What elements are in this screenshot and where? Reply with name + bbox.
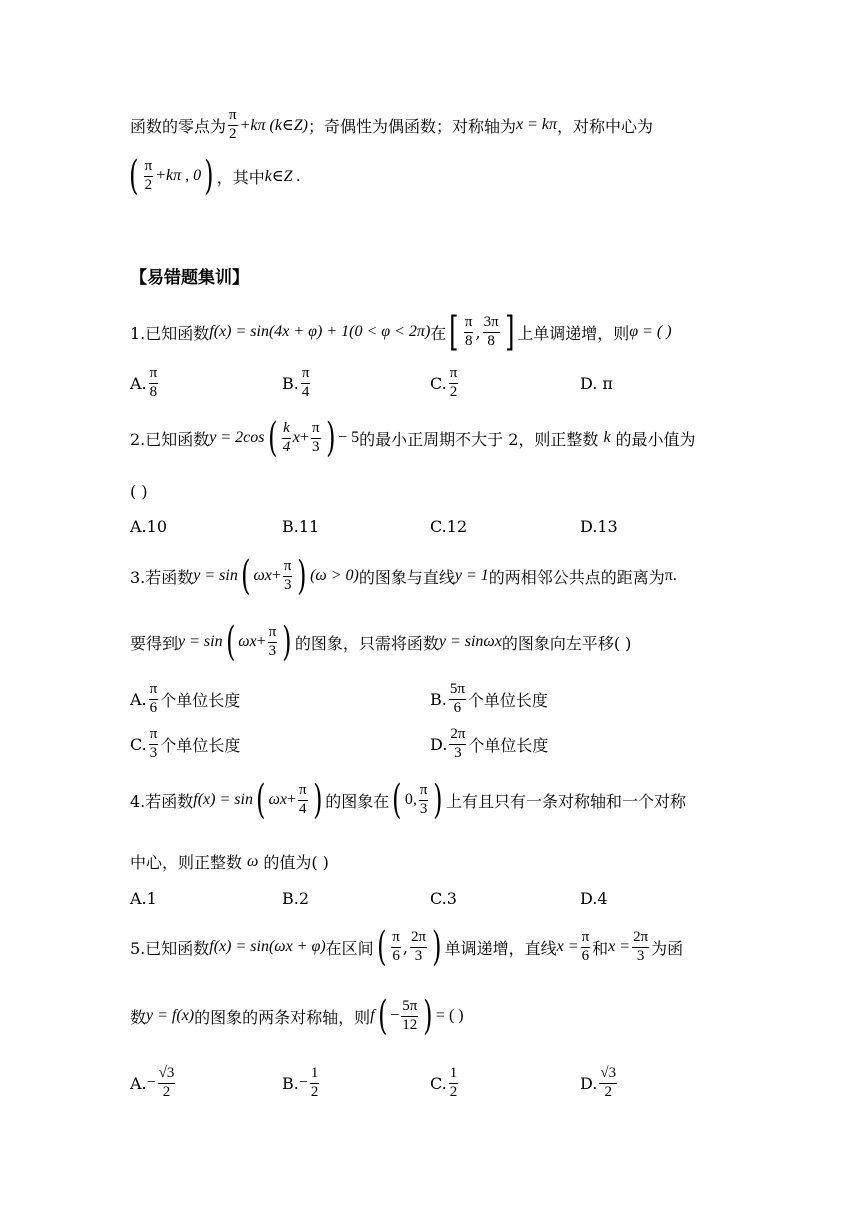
q1-stem: 在 (430, 323, 447, 343)
left-paren: ( (376, 924, 387, 970)
option-unit: 个单位长度 (160, 690, 241, 710)
intro-text: ；奇偶性为偶函数；对称轴为 (308, 116, 517, 136)
right-paren: ) (297, 553, 307, 599)
left-paren: ( (377, 993, 388, 1039)
q5-f: f (370, 1007, 375, 1024)
plus-sign: + (299, 429, 309, 446)
q5-paren: = ( ) (435, 1007, 464, 1024)
left-paren: ( (129, 153, 139, 199)
q1-stem: 1.已知函数 (130, 323, 210, 343)
q3-stem: 的两相邻公共点的距离为 (488, 567, 665, 587)
fraction: $\frac{\pi}{2}$ (144, 157, 153, 193)
minus-sign: − (298, 1074, 308, 1092)
q2-function: y = 2cos (209, 429, 265, 446)
q5-option-d (580, 1066, 619, 1101)
left-paren: ( (392, 777, 402, 823)
q3-function-2: y = sinωx (438, 633, 502, 650)
right-paren: ) (423, 993, 433, 1039)
q5-stem: 数 (130, 1007, 147, 1027)
q2-option-b (282, 517, 319, 536)
q5-x-eq: x = (556, 938, 579, 955)
q2-stem: 2.已知函数 (130, 429, 210, 449)
fraction: $\frac{\pi}{6}$ (392, 928, 400, 964)
q1-option-c (430, 366, 460, 401)
fraction: $\frac{\pi}{3}$ (311, 419, 320, 455)
q1-stem: 上单调递增，则 (517, 323, 630, 343)
q2-option-d (580, 517, 618, 536)
q2-k: k (603, 429, 611, 446)
right-paren: ) (432, 924, 442, 970)
option-label: C. (130, 734, 147, 754)
q2-option-c (430, 517, 467, 536)
question-1: 1.已知函数 f(x) = sin(4x + φ) + 1(0 < φ < 2π) 在 [ $\frac{\pi}{8}$ , $\frac{3\pi}{8}$ ] 上单调递增，则 φ = ( ) (130, 309, 672, 355)
fraction: $\frac{2\pi}{3}$ (410, 928, 427, 964)
option-label: A. (130, 1073, 147, 1093)
fraction: $\frac{\pi}{3}$ (268, 623, 277, 659)
center-expression: +kπ , 0 (155, 167, 202, 184)
q2-paren: ( ) (130, 482, 148, 501)
option-label: B. (282, 373, 299, 393)
fraction: $\frac{5\pi}{6}$ (449, 681, 465, 716)
option-label: A.10 (130, 517, 167, 536)
axis-expression: x = kπ (516, 116, 558, 134)
q5-stem: 和 (592, 938, 609, 958)
q4-stem: 上有且只有一条对称轴和一个对称 (446, 791, 687, 811)
q3-option-d (430, 727, 548, 762)
q4-stem: 的值为( ) (263, 853, 329, 872)
q4-option-a (130, 889, 157, 908)
q4-function: f(x) = sin (193, 791, 253, 808)
q5-stem: 为函 (651, 938, 684, 958)
q3-arg: ωx (238, 633, 257, 650)
q5-option-b (282, 1066, 321, 1101)
option-unit: 个单位长度 (468, 735, 549, 755)
q3-option-b (430, 682, 548, 717)
intro-text: ，对称中心为 (557, 116, 654, 136)
option-label: B. (430, 689, 447, 709)
option-label: D. π (580, 374, 613, 393)
q4-option-c (430, 889, 457, 908)
option-label: B.2 (282, 889, 310, 908)
fraction: $\frac{\pi}{2}$ (449, 365, 458, 400)
q2-option-a (130, 517, 167, 536)
left-paren: ( (225, 619, 236, 665)
intro-text: 函数的零点为 (130, 116, 227, 136)
fraction: $\frac{\pi}{4}$ (299, 781, 307, 817)
q4-stem: 中心，则正整数 (130, 853, 243, 872)
q3-option-c (130, 727, 240, 762)
q5-stem: 单调递增，直线 (444, 938, 557, 958)
fraction: $\frac{\pi}{2}$ (229, 107, 237, 142)
fraction: $\frac{k}{4}$ (282, 419, 291, 455)
option-unit: 个单位长度 (467, 690, 548, 710)
q1-option-a (130, 366, 160, 401)
option-label: D. (580, 1073, 598, 1093)
fraction: $\frac{5\pi}{12}$ (402, 997, 418, 1033)
left-bracket: [ (449, 309, 459, 355)
option-label: A.1 (130, 889, 157, 908)
option-label: C.3 (430, 889, 457, 908)
q2-stem: 的最小值为 (615, 429, 696, 449)
q3-stem: 要得到 (130, 633, 179, 653)
question-5: 5.已知函数 f(x) = sin(ωx + φ) 在区间 ( $\frac{\pi}{6}$ , $\frac{2\pi}{3}$ ) 单调递增，直线 x = $\frac{\pi}{6}$ 和 x = $\frac{2\pi}{3}$ 为函 (130, 924, 684, 970)
q3-pi: π. (664, 567, 677, 584)
fraction: $\frac{√3}{2}$ (158, 1065, 175, 1100)
q2-variable: x (292, 429, 300, 446)
q1-option-b (282, 366, 312, 401)
left-paren: ( (267, 415, 278, 461)
q3-condition: (ω > 0) (310, 567, 359, 584)
plus-sign: + (286, 791, 296, 808)
q4-stem: 的图象在 (325, 791, 390, 811)
q5-function: f(x) = sin(ωx + φ) (209, 938, 326, 955)
fraction: $\frac{\pi}{6}$ (149, 681, 158, 716)
q3-stem: 的图象，只需将函数 (294, 633, 439, 653)
q2-paren-line (130, 482, 148, 501)
fraction: $\frac{2\pi}{3}$ (633, 928, 649, 964)
q3-function: y = sin (193, 567, 238, 584)
fraction: $\frac{1}{2}$ (310, 1065, 319, 1100)
option-label: C.12 (430, 517, 468, 536)
q3-line: y = 1 (454, 567, 489, 584)
q2-stem: 的最小正周期不大于 2，则正整数 (359, 429, 599, 449)
q3-arg: ωx (253, 567, 272, 584)
q2-function-tail: − 5 (338, 429, 360, 446)
right-paren: ) (325, 415, 336, 461)
q3-stem: 的图象与直线 (358, 567, 455, 587)
right-paren: ) (282, 619, 292, 665)
zero-expression: +kπ (k∈Z) (239, 117, 309, 135)
k-in-z: k∈Z . (264, 168, 301, 185)
right-bracket: ] (504, 309, 515, 355)
q5-yfx: y = f(x) (146, 1007, 195, 1024)
q5-stem: 的图象的两条对称轴，则 (194, 1007, 371, 1027)
q4-option-b (282, 889, 309, 908)
fraction: $\frac{\pi}{8}$ (464, 313, 473, 349)
q5-option-a (130, 1066, 177, 1101)
option-unit: 个单位长度 (160, 735, 241, 755)
question-4-cont (130, 850, 329, 873)
option-label: D. (430, 734, 448, 754)
q4-stem: 4.若函数 (130, 791, 194, 811)
option-label: A. (130, 689, 147, 709)
right-paren: ) (433, 777, 443, 823)
option-label: B. (282, 1073, 299, 1093)
intro-text: ，其中 (216, 167, 265, 187)
q3-stem: 的图象向左平移( ) (501, 633, 632, 653)
q5-option-c (430, 1066, 460, 1101)
right-paren: ) (312, 777, 323, 823)
q3-stem: 3.若函数 (130, 567, 194, 587)
intro-line-2 (126, 153, 301, 199)
fraction: $\frac{3\pi}{8}$ (483, 313, 499, 349)
option-label: B.11 (282, 517, 320, 536)
q4-omega: ω (247, 852, 259, 870)
minus-sign: − (390, 1007, 400, 1024)
q4-arg: ωx (268, 791, 287, 808)
plus-sign: + (271, 567, 281, 584)
q4-option-d (580, 889, 608, 908)
right-paren: ) (204, 153, 214, 199)
option-label: C. (430, 373, 447, 393)
fraction: $\frac{\pi}{4}$ (301, 365, 310, 400)
q3-function: y = sin (178, 633, 223, 650)
q1-function: f(x) = sin(4x + φ) + 1(0 < φ < 2π) (209, 323, 431, 340)
question-3-cont (130, 619, 632, 665)
left-paren: ( (240, 553, 251, 599)
fraction: $\frac{√3}{2}$ (600, 1065, 617, 1100)
fraction: $\frac{\pi}{6}$ (581, 928, 590, 964)
interval-start: 0, (404, 791, 417, 808)
option-label: A. (130, 373, 147, 393)
option-label: C. (430, 1073, 447, 1093)
q5-stem: 在区间 (325, 938, 374, 958)
q1-answer: φ = ( ) (629, 323, 672, 340)
fraction: $\frac{\pi}{8}$ (149, 365, 158, 400)
left-paren: ( (256, 777, 266, 823)
fraction: $\frac{\pi}{3}$ (419, 781, 428, 817)
option-label: D.4 (580, 889, 608, 908)
question-3 (130, 553, 677, 599)
q3-option-a (130, 682, 240, 717)
fraction: $\frac{\pi}{3}$ (283, 557, 292, 593)
fraction: $\frac{2\pi}{3}$ (450, 726, 466, 761)
option-label: D.13 (580, 517, 618, 536)
question-2 (130, 415, 696, 461)
minus-sign: − (146, 1074, 156, 1092)
q1-option-d (580, 374, 613, 393)
section-title: 【易错题集训】 (130, 268, 249, 288)
question-5-cont (130, 993, 464, 1039)
fraction: $\frac{\pi}{3}$ (149, 726, 158, 761)
intro-line-1 (130, 108, 653, 143)
question-4 (130, 777, 687, 823)
q5-stem: 5.已知函数 (130, 938, 210, 958)
plus-sign: + (256, 633, 266, 650)
fraction: $\frac{1}{2}$ (449, 1065, 458, 1100)
q5-x-eq: x = (608, 938, 631, 955)
